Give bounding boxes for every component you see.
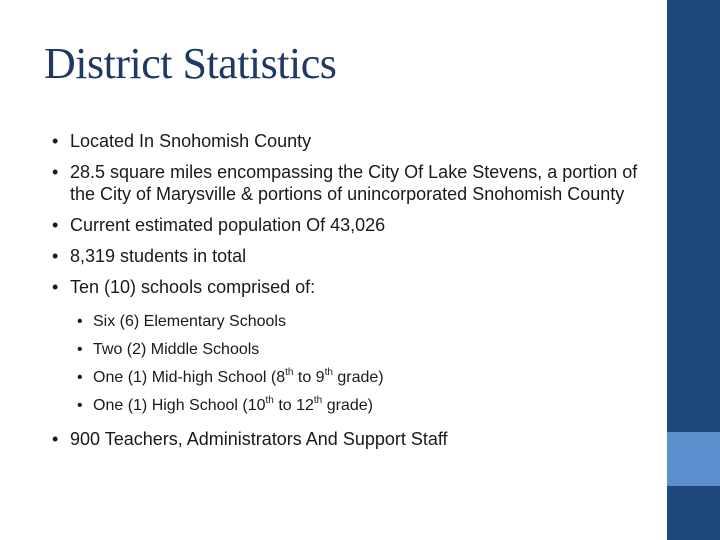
sub-bullet-text: Two (2) Middle Schools (93, 341, 260, 358)
sub-bullet-marker: • (77, 369, 83, 386)
bullet-text: 900 Teachers, Administrators And Support Staff (70, 429, 448, 449)
bullet-area (52, 161, 642, 205)
bullet-population (52, 214, 642, 236)
bullet-students (52, 245, 642, 267)
sub-bullet-elementary (77, 312, 642, 332)
bullet-staff (52, 428, 642, 450)
bullet-schools (52, 276, 642, 298)
sub-bullet-high (77, 396, 642, 416)
sub-bullet-text: One (1) Mid-high School (8th to 9th grade) (93, 366, 384, 386)
bullet-text: Current estimated population Of 43,026 (70, 215, 386, 235)
bullet-list (52, 130, 642, 459)
sub-bullet-marker: • (77, 313, 83, 330)
bullet-location (52, 130, 642, 152)
sidebar-accent-block (667, 432, 720, 486)
bullet-text: Ten (10) schools comprised of: (70, 277, 316, 297)
sub-bullet-marker: • (77, 341, 83, 358)
school-sub-list (77, 312, 642, 416)
bullet-marker: • (52, 429, 59, 449)
bullet-text: Located In Snohomish County (70, 131, 312, 151)
bullet-marker: • (52, 131, 59, 151)
sub-bullet-text: Six (6) Elementary Schools (93, 313, 286, 330)
slide-title: District Statistics (44, 39, 337, 88)
bullet-marker: • (52, 246, 59, 266)
sub-bullet-text: One (1) High School (10th to 12th grade) (93, 394, 373, 414)
bullet-marker: • (52, 162, 59, 182)
sub-bullet-middle (77, 340, 642, 360)
bullet-text: 8,319 students in total (70, 246, 247, 266)
bullet-text: 28.5 square miles encompassing the City Of Lake Stevens, a portion of the City of Marysville & portions of unincorporated Snohomish County (70, 162, 638, 204)
bullet-marker: • (52, 277, 59, 297)
sub-bullet-marker: • (77, 397, 83, 414)
sub-bullet-midhigh (77, 368, 642, 388)
bullet-marker: • (52, 215, 59, 235)
